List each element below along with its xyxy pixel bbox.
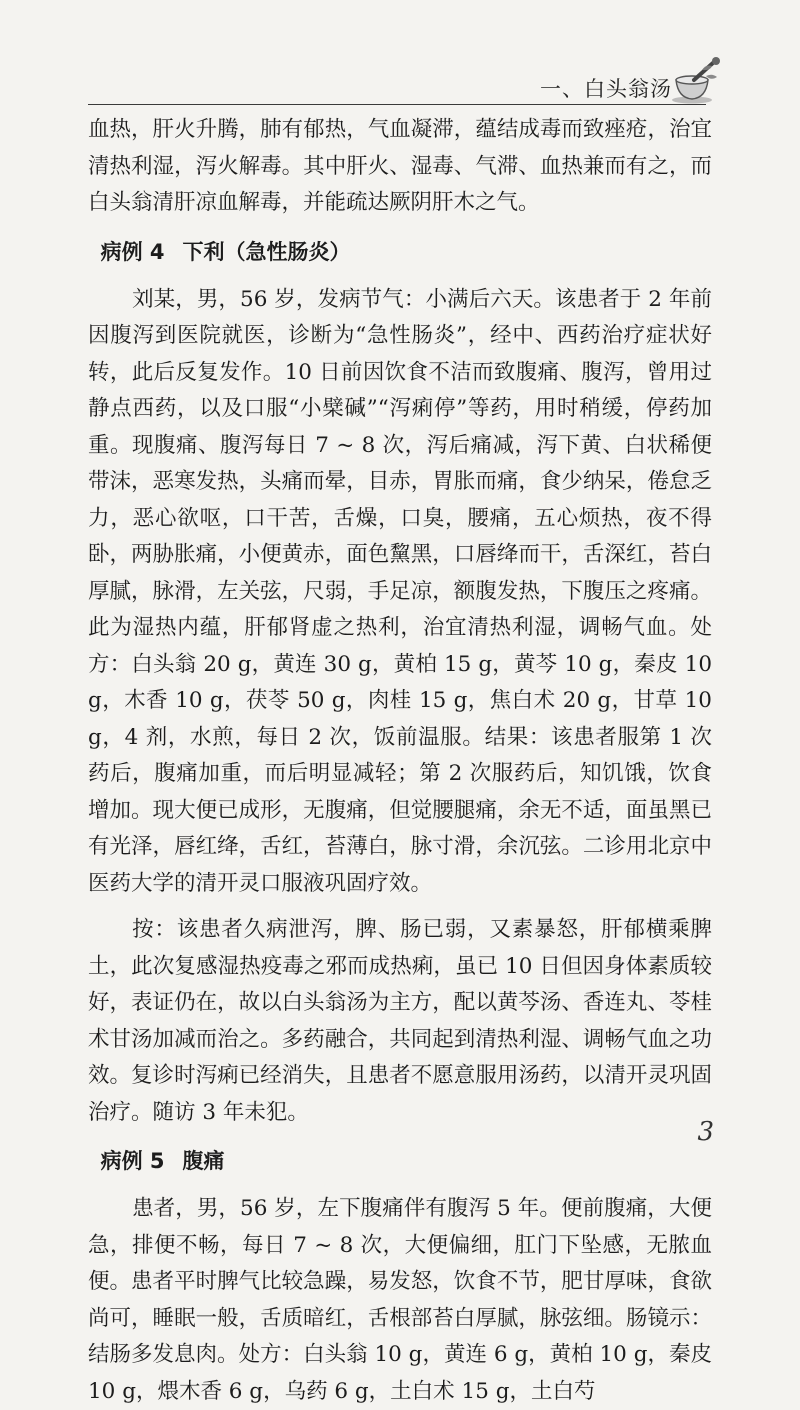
case-5-label: 病例 5: [100, 1149, 165, 1173]
case-5-description: 患者，男，56 岁，左下腹痛伴有腹泻 5 年。便前腹痛，大便急，排便不畅，每日 7 ~ 8 次，大便偏细，肛门下坠感，无脓血便。患者平时脾气比较急躁，易发怒，饮食不节，肥甘厚味，食欲尚可，睡眠一般，舌质暗红，舌根部苔白厚腻，脉弦细。肠镜示：结肠多发息肉。处方：白头翁 10 g，黄连 6 g，黄柏 10 g，秦皮 10 g，煨木香 6 g，乌药 6 g，土白术 15 g，土白芍: [88, 1196, 712, 1404]
case-4-heading: [88, 234, 712, 270]
case-5-heading: [88, 1143, 712, 1179]
continued-paragraph: 血热，肝火升腾，肺有郁热，气血凝滞，蕴结成毒而致痤疮，治宜清热利湿，泻火解毒。其中肝火、湿毒、气滞、血热兼而有之，而白头翁清肝凉血解毒，并能疏达厥阴肝木之气。: [88, 117, 712, 215]
case-4-description: 刘某，男，56 岁，发病节气：小满后六天。该患者于 2 年前因腹泻到医院就医，诊断为“急性肠炎”，经中、西药治疗症状好转，此后反复发作。10 日前因饮食不洁而致腹痛、腹泻，曾用过静点西药，以及口服“小檗碱”“泻痢停”等药，用时稍缓，停药加重。现腹痛、腹泻每日 7 ~ 8 次，泻后痛减，泻下黄、白状稀便带沫，恶寒发热，头痛而晕，目赤，胃胀而痛，食少纳呆，倦怠乏力，恶心欲呕，口干苦，舌燥，口臭，腰痛，五心烦热，夜不得卧，两胁胀痛，小便黄赤，面色黧黑，口唇绛而干，舌深红，苔白厚腻，脉滑，左关弦，尺弱，手足凉，额腹发热，下腹压之疼痛。此为湿热内蕴，肝郁肾虚之热利，治宜清热利湿，调畅气血。处方：白头翁 20 g，黄连 30 g，黄柏 15 g，黄芩 10 g，秦皮 10 g，木香 10 g，茯苓 50 g，肉桂 15 g，焦白术 20 g，甘草 10 g，4 剂，水煎，每日 2 次，饭前温服。结果：该患者服第 1 次药后，腹痛加重，而后明显减轻；第 2 次服药后，知饥饿，饮食增加。现大便已成形，无腹痛，但觉腰腿痛，余无不适，面虽黑已有光泽，唇红绛，舌红，苔薄白，脉寸滑，余沉弦。二诊用北京中医药大学的清开灵口服液巩固疗效。: [88, 286, 712, 896]
case-4-note: 按：该患者久病泄泻，脾、肠已弱，又素暴怒，肝郁横乘脾土，此次复感湿热疫毒之邪而成热痢，虽已 10 日但因身体素质较好，表证仍在，故以白头翁汤为主方，配以黄芩汤、香连丸、苓桂术甘汤加减而治之。多药融合，共同起到清热利湿、调畅气血之功效。复诊时泻痢已经消失，且患者不愿意服用汤药，以清开灵巩固治疗。随访 3 年未犯。: [88, 917, 712, 1125]
page-number: 3: [697, 1117, 714, 1147]
case-4-title: 下利（急性肠炎）: [182, 239, 351, 264]
header-rule: [88, 104, 706, 105]
mortar-pestle-icon: [666, 56, 728, 106]
case-5-title: 腹痛: [182, 1149, 225, 1173]
body-text: [88, 112, 712, 1410]
running-header-title: 一、白头翁汤: [540, 77, 672, 101]
case-4-label: 病例 4: [100, 239, 165, 264]
